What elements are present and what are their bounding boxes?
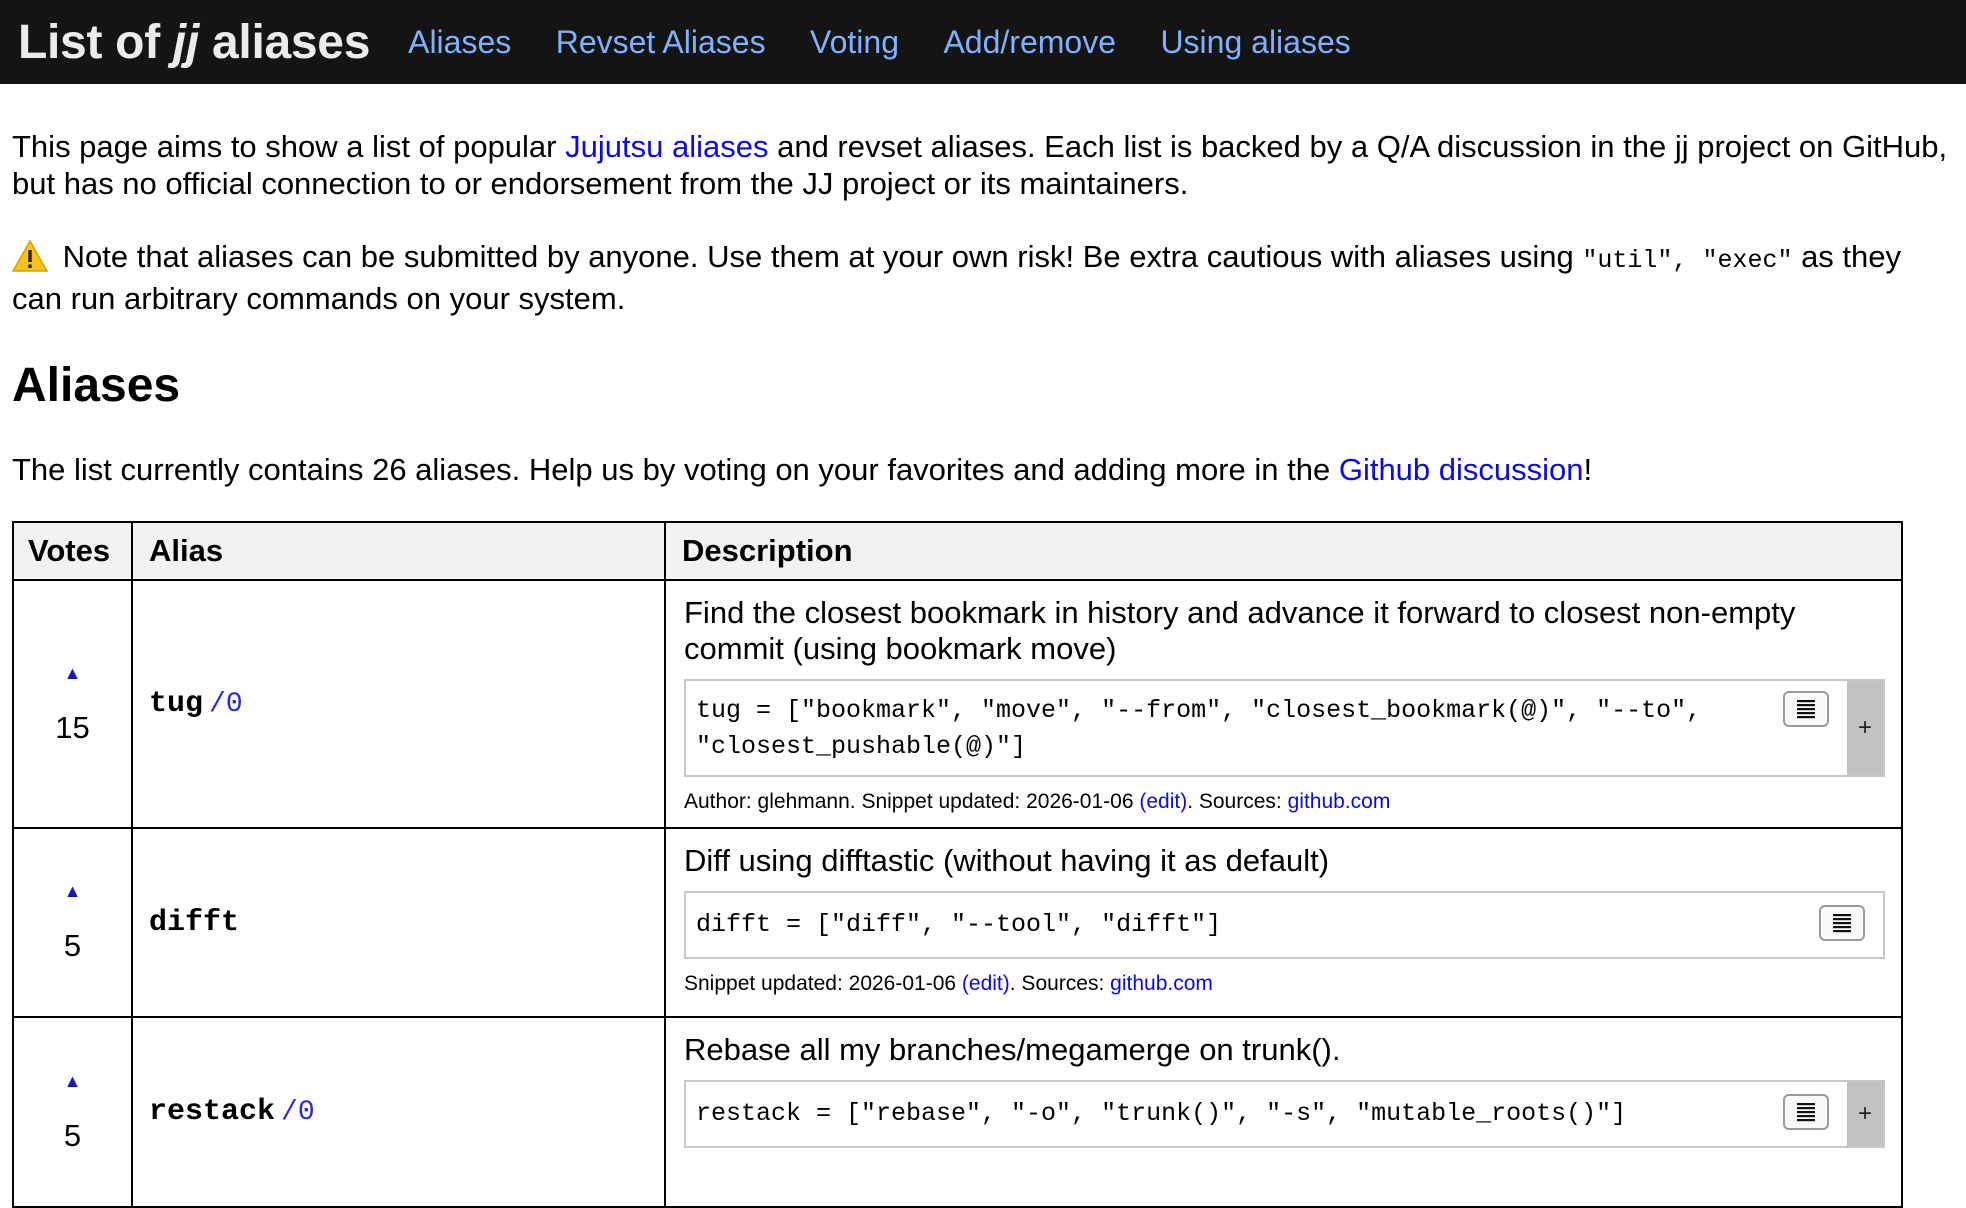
nav-link-using-aliases[interactable]: Using aliases (1160, 23, 1351, 60)
table-row (13, 1017, 1902, 1207)
intro-text-1: This page aims to show a list of popular (12, 129, 566, 164)
code-snippet-box (684, 891, 1885, 959)
alias-name: difft (149, 905, 240, 940)
nav-bar (408, 24, 1391, 61)
table-header-row (13, 522, 1902, 580)
main-content (0, 84, 1966, 488)
nav-link-revset-aliases[interactable]: Revset Aliases (555, 23, 766, 60)
meta-sources-label: . Sources: (1009, 972, 1111, 995)
table-row (13, 580, 1902, 828)
exec-code: "exec" (1702, 246, 1793, 275)
note-separator: , (1672, 246, 1703, 275)
site-title-jj: jj (172, 15, 199, 69)
aliases-heading: Aliases (12, 359, 181, 412)
github-discussion-link[interactable]: Github discussion (1338, 452, 1584, 487)
meta-sources-label: . Sources: (1187, 790, 1288, 813)
alias-description: Find the closest bookmark in history and advance it forward to closest non-empty commit (using bookmark move) (684, 595, 1796, 666)
site-title-prefix: List of (18, 15, 173, 69)
copy-button[interactable] (1783, 691, 1829, 727)
alias-count-paragraph (12, 415, 1954, 488)
count-text-1: The list currently contains 26 aliases. Help us by voting on your favorites and adding more in the (12, 452, 1339, 487)
intro-paragraph (12, 84, 1954, 202)
site-title[interactable] (18, 15, 370, 70)
description-cell (665, 580, 1902, 828)
aliases-table (12, 521, 1903, 1208)
intro-text-2: and revset aliases. Each list is backed by a Q/A discussion in the jj project on GitHub, but has no official connection to or endorsement from the JJ project or its maintainers. (12, 129, 1948, 201)
alias-cell (132, 1017, 665, 1207)
site-title-suffix: aliases (199, 15, 371, 69)
alias-description: Diff using difftastic (without having it as default) (684, 843, 1330, 878)
warning-icon (12, 240, 48, 280)
alias-slash-link[interactable]: /0 (281, 1097, 315, 1128)
vote-count: 5 (63, 928, 82, 963)
nav-link-voting[interactable]: Voting (810, 23, 899, 60)
upvote-arrow-icon[interactable]: ▲ (63, 662, 82, 683)
expand-button[interactable]: + (1847, 681, 1883, 775)
note-text-2: as they can run arbitrary commands on your system. (12, 239, 1902, 316)
code-snippet[interactable]: restack = ["rebase", "-o", "trunk()", "-s", "mutable_roots()"] (696, 1099, 1627, 1128)
nav-link-add-remove[interactable]: Add/remove (943, 23, 1116, 60)
code-snippet[interactable]: difft = ["diff", "--tool", "difft"] (696, 910, 1222, 939)
alias-name: restack (149, 1095, 276, 1129)
copy-button[interactable] (1783, 1094, 1829, 1130)
copy-lines-icon (1795, 698, 1817, 720)
meta-updated: Snippet updated: 2026-01-06 (684, 972, 962, 995)
expand-button[interactable]: + (1847, 1082, 1883, 1146)
vote-count: 15 (55, 709, 90, 745)
source-link[interactable]: github.com (1287, 790, 1391, 813)
snippet-meta (684, 789, 1885, 815)
votes-cell (13, 1017, 132, 1207)
count-text-2: ! (1583, 452, 1593, 487)
nav-link-aliases[interactable]: Aliases (408, 23, 512, 60)
description-cell (665, 1017, 1902, 1207)
warning-note (12, 202, 1954, 317)
table-row (13, 828, 1902, 1017)
edit-link[interactable]: (edit) (961, 972, 1010, 995)
snippet-meta (684, 971, 1885, 997)
vote-count: 5 (63, 1117, 82, 1153)
code-snippet-box (684, 679, 1885, 777)
description-column-header[interactable]: Description (665, 522, 1902, 580)
alias-cell (132, 828, 665, 1017)
description-cell (665, 828, 1902, 1017)
source-link[interactable]: github.com (1110, 972, 1213, 995)
alias-name: tug (149, 687, 204, 721)
upvote-arrow-icon[interactable]: ▲ (63, 1070, 82, 1091)
meta-author-updated: Author: glehmann. Snippet updated: 2026-01-06 (684, 790, 1140, 813)
alias-description: Rebase all my branches/megamerge on trunk(). (684, 1032, 1341, 1067)
jujutsu-aliases-link[interactable]: Jujutsu aliases (565, 129, 769, 164)
top-bar (0, 0, 1966, 84)
note-text-1: Note that aliases can be submitted by anyone. Use them at your own risk! Be extra cautious with aliases using (54, 239, 1583, 274)
votes-cell (13, 828, 132, 1017)
votes-cell (13, 580, 132, 828)
upvote-arrow-icon[interactable]: ▲ (63, 881, 82, 901)
alias-slash-link[interactable]: /0 (209, 689, 243, 720)
code-snippet[interactable]: tug = ["bookmark", "move", "--from", "closest_bookmark(@)", "--to", "closest_pushable(@)"] (696, 696, 1702, 761)
alias-column-header[interactable]: Alias (132, 522, 665, 580)
code-snippet-box (684, 1080, 1885, 1148)
edit-link[interactable]: (edit) (1139, 790, 1188, 813)
util-code: "util" (1582, 246, 1673, 275)
alias-cell (132, 580, 665, 828)
copy-button[interactable] (1819, 905, 1865, 941)
copy-lines-icon (1831, 912, 1853, 934)
copy-lines-icon (1795, 1101, 1817, 1123)
votes-column-header[interactable]: Votes (13, 522, 132, 580)
